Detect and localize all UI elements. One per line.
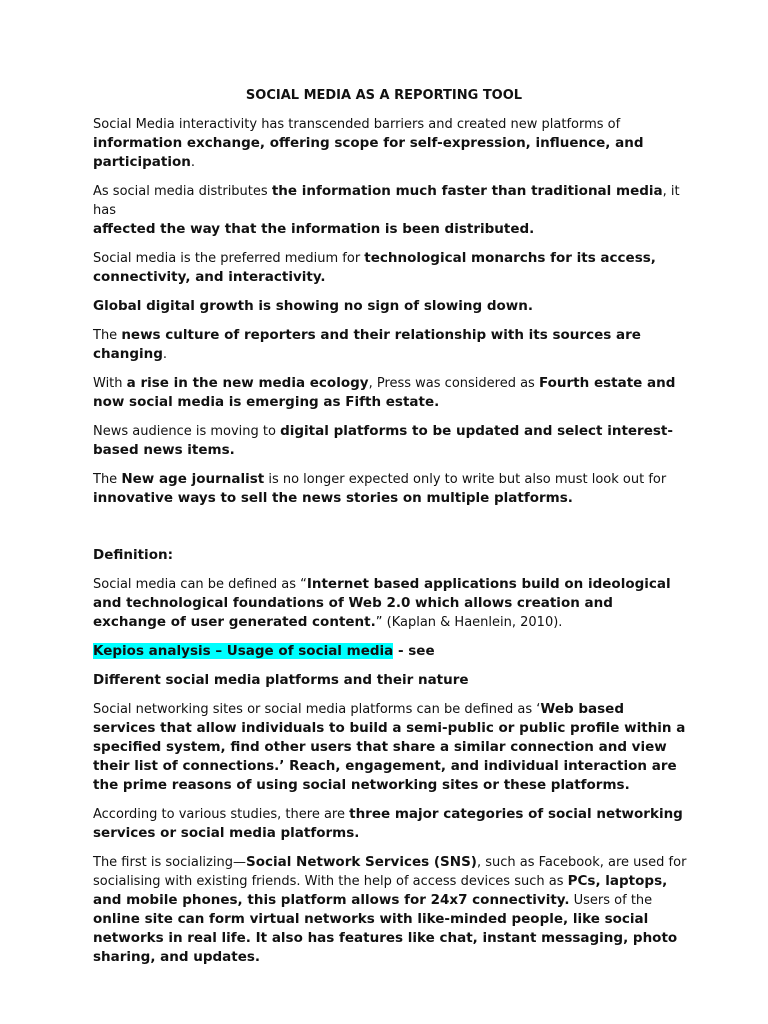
paragraph-preferred-medium: Social media is the preferred medium for technological monarchs for its access, connectivity, and interactivity. (93, 250, 656, 285)
paragraph-digital-growth: Global digital growth is showing no sign of slowing down. (93, 298, 533, 314)
kepios-line: Kepios analysis – Usage of social media - see (93, 643, 435, 659)
platforms-heading: Different social media platforms and their nature (93, 672, 469, 688)
paragraph-distribution: As social media distributes the information much faster than traditional media, it has affected the way that the information is been distributed. (93, 183, 680, 237)
paragraph-spacer (93, 518, 688, 546)
paragraph-news-culture: The news culture of reporters and their relationship with its sources are changing. (93, 327, 641, 362)
document-title: SOCIAL MEDIA AS A REPORTING TOOL (245, 88, 523, 103)
paragraph-fifth-estate: With a rise in the new media ecology, Press was considered as Fourth estate and now social media is emerging as Fifth estate. (93, 375, 676, 410)
paragraph-categories: According to various studies, there are three major categories of social networking services or social media platforms. (93, 806, 683, 841)
paragraph-sns-definition: Social networking sites or social media platforms can be defined as ‘Web based services that allow individuals to build a semi-public or public profile within a specified system, find other users that share a similar connection and view their list of connections.’ Reach, engagement, and individual interaction are the prime reasons of using social networking sites or these platforms. (93, 701, 686, 793)
kepios-highlight: Kepios analysis – Usage of social media (93, 643, 394, 659)
paragraph-news-audience: News audience is moving to digital platforms to be updated and select interest- based news items. (93, 423, 673, 458)
paragraph-socializing: The first is socializing—Social Network Services (SNS), such as Facebook, are used for socialising with existing friends. With the help of access devices such as PCs, laptops, and mobile phones, this platform allows for 24x7 connectivity. Users of the online site can form virtual networks with like-minded people, like social networks in real life. It also has features like chat, instant messaging, photo sharing, and updates. (93, 854, 687, 965)
paragraph-interactivity: Social Media interactivity has transcended barriers and created new platforms of information exchange, offering scope for self-expression, influence, and participation. (93, 117, 644, 170)
definition-heading: Definition: (93, 547, 173, 563)
paragraph-definition: Social media can be defined as “Internet based applications build on ideological and technological foundations of Web 2.0 which allows creation and exchange of user generated content.” (Kaplan & Haenlein, 2010). (93, 576, 671, 630)
paragraph-new-age-journalist: The New age journalist is no longer expected only to write but also must look out for innovative ways to sell the news stories on multiple platforms. (93, 471, 667, 506)
